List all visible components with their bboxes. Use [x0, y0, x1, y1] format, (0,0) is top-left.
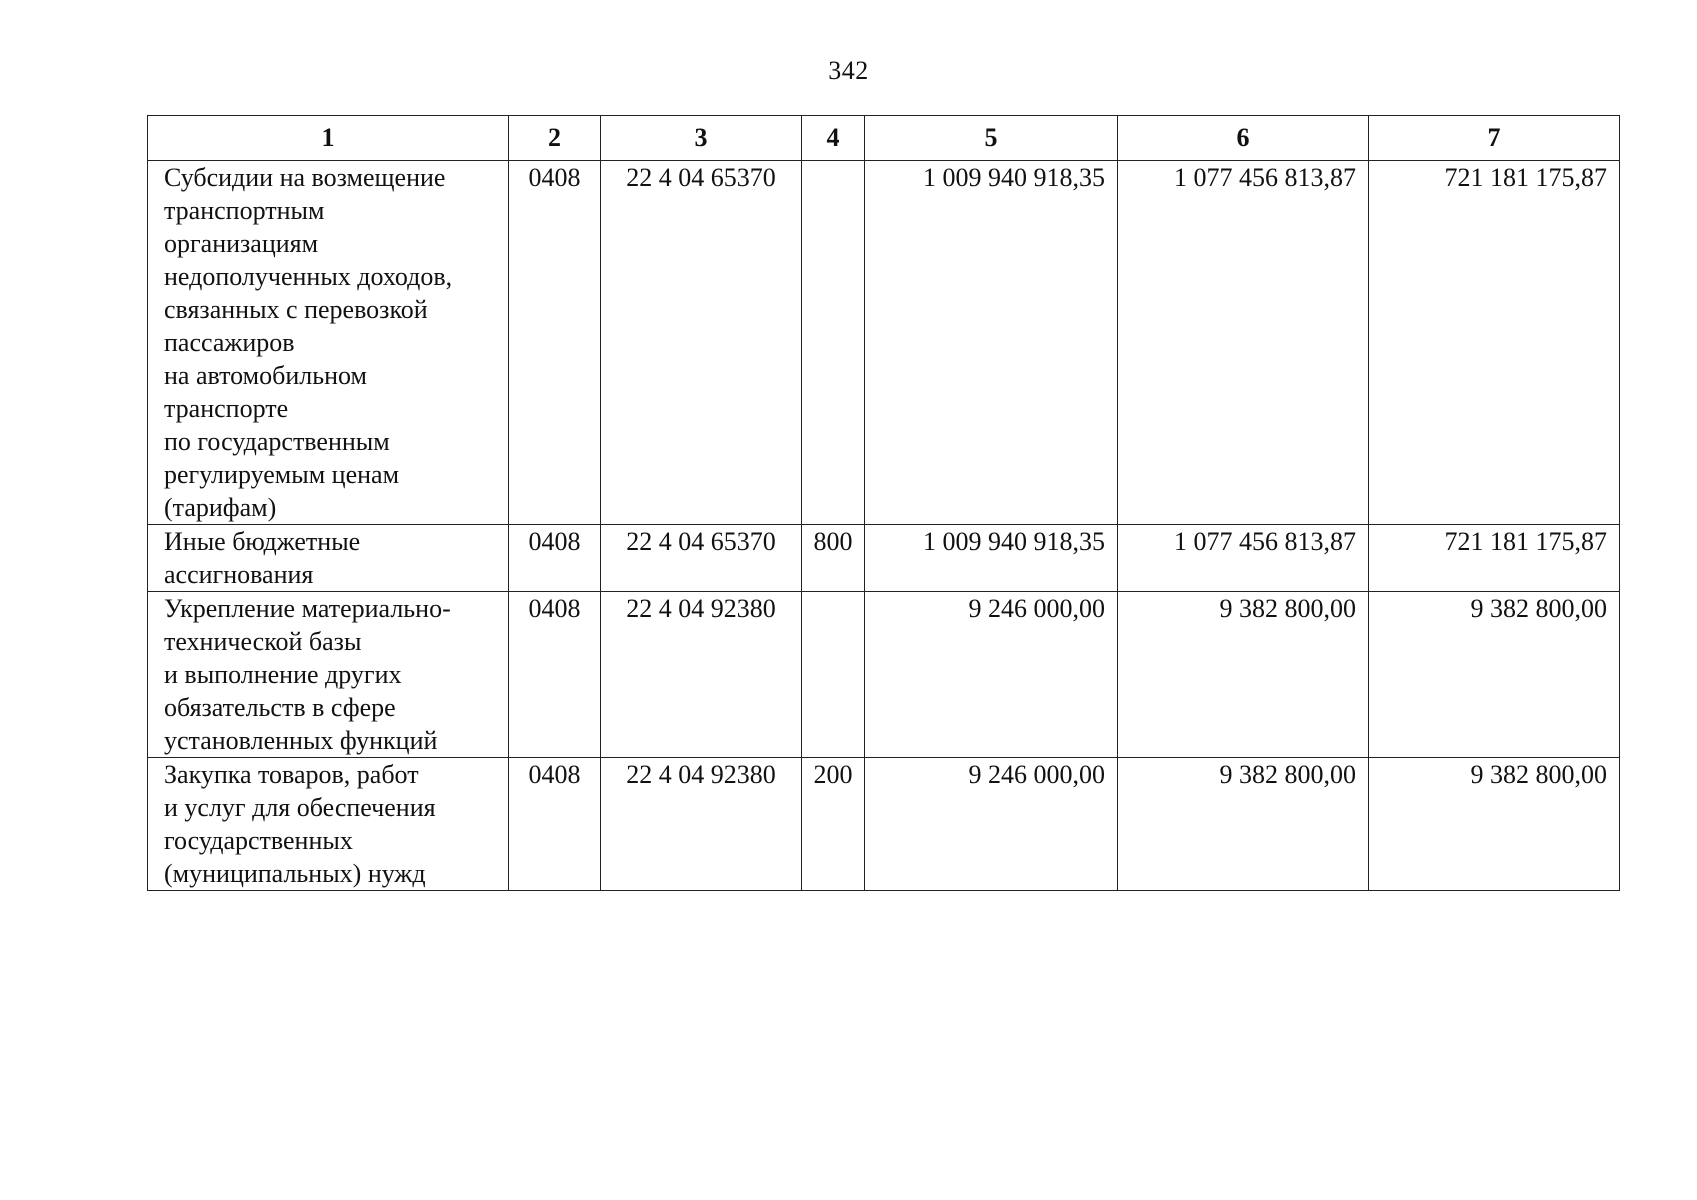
table-row [148, 758, 1620, 891]
amount-col7-cell: 721 181 175,87 [1369, 161, 1620, 525]
amount-col7-cell: 9 382 800,00 [1369, 592, 1620, 758]
amount-col6-cell: 9 382 800,00 [1118, 592, 1369, 758]
target-code-cell: 22 4 04 92380 [601, 758, 802, 891]
section-code-cell: 0408 [509, 758, 601, 891]
table-row [148, 592, 1620, 758]
table-row [148, 525, 1620, 592]
row-name-cell [148, 758, 509, 891]
expense-type-cell: 200 [802, 758, 865, 891]
row-name-cell [148, 161, 509, 525]
column-header-5: 5 [865, 116, 1118, 161]
header-row [148, 116, 1620, 161]
expense-type-cell: 800 [802, 525, 865, 592]
amount-col5-cell: 1 009 940 918,35 [865, 161, 1118, 525]
row-name-cell [148, 592, 509, 758]
column-header-3: 3 [601, 116, 802, 161]
table-body [148, 161, 1620, 891]
row-name: Субсидии на возмещение транспортным организациям недополученных доходов, связанных с перевозкой пассажиров на автомобильном транспорте по государственным регулируемым ценам (тарифам) [164, 163, 453, 522]
expense-type-cell [802, 161, 865, 525]
amount-col5-cell: 1 009 940 918,35 [865, 525, 1118, 592]
amount-col7-cell: 9 382 800,00 [1369, 758, 1620, 891]
column-header-2: 2 [509, 116, 601, 161]
amount-col6-cell: 9 382 800,00 [1118, 758, 1369, 891]
target-code-cell: 22 4 04 92380 [601, 592, 802, 758]
amount-col6-cell: 1 077 456 813,87 [1118, 525, 1369, 592]
table-row [148, 161, 1620, 525]
amount-col7-cell: 721 181 175,87 [1369, 525, 1620, 592]
section-code-cell: 0408 [509, 161, 601, 525]
column-header-7: 7 [1369, 116, 1620, 161]
column-header-6: 6 [1118, 116, 1369, 161]
table-header [148, 116, 1620, 161]
column-header-4: 4 [802, 116, 865, 161]
amount-col5-cell: 9 246 000,00 [865, 592, 1118, 758]
expense-type-cell [802, 592, 865, 758]
target-code-cell: 22 4 04 65370 [601, 525, 802, 592]
amount-col6-cell: 1 077 456 813,87 [1118, 161, 1369, 525]
section-code-cell: 0408 [509, 525, 601, 592]
amount-col5-cell: 9 246 000,00 [865, 758, 1118, 891]
page-number: 342 [828, 56, 869, 85]
budget-table [147, 115, 1620, 891]
row-name: Закупка товаров, работ и услуг для обеспечения государственных (муниципальных) нужд [164, 760, 436, 888]
column-header-1: 1 [148, 116, 509, 161]
target-code-cell: 22 4 04 65370 [601, 161, 802, 525]
row-name: Иные бюджетные ассигнования [164, 527, 361, 589]
section-code-cell: 0408 [509, 592, 601, 758]
row-name-cell [148, 525, 509, 592]
row-name: Укрепление материально- технической базы и выполнение других обязательств в сфере установленных функций [164, 594, 451, 755]
